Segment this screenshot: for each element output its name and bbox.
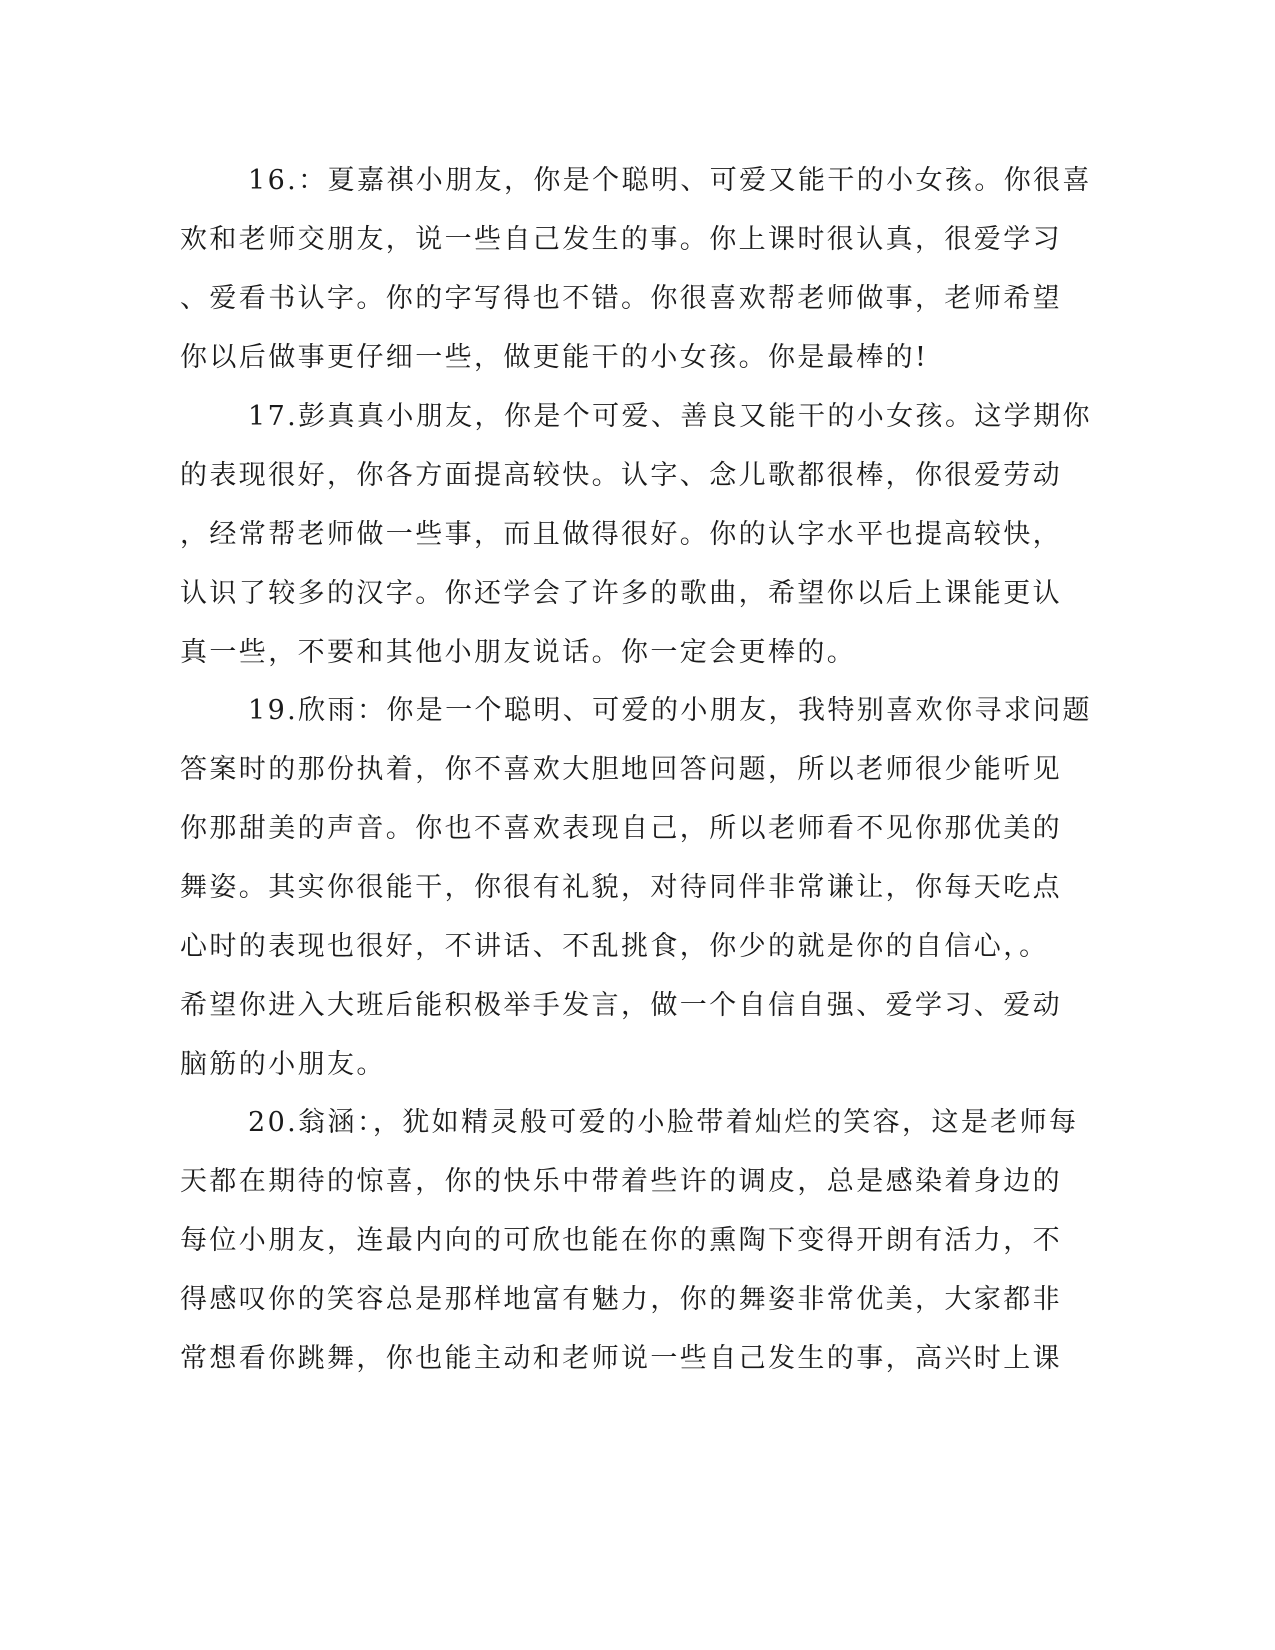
text-line: 19.欣雨：你是一个聪明、可爱的小朋友，我特别喜欢你寻求问题 xyxy=(248,695,1092,726)
text-line: 得感叹你的笑容总是那样地富有魅力，你的舞姿非常优美，大家都非 xyxy=(180,1284,1062,1315)
text-line: ，经常帮老师做一些事，而且做得很好。你的认字水平也提高较快， xyxy=(180,519,1062,550)
text-line: 脑筋的小朋友。 xyxy=(180,1049,386,1080)
text-line: 认识了较多的汉字。你还学会了许多的歌曲，希望你以后上课能更认 xyxy=(180,578,1062,609)
text-line: 20.翁涵：，犹如精灵般可爱的小脸带着灿烂的笑容，这是老师每 xyxy=(248,1107,1079,1138)
text-line: 答案时的那份执着，你不喜欢大胆地回答问题，所以老师很少能听见 xyxy=(180,754,1062,785)
text-line: 你以后做事更仔细一些，做更能干的小女孩。你是最棒的! xyxy=(180,342,929,373)
text-line: 真一些，不要和其他小朋友说话。你一定会更棒的。 xyxy=(180,637,857,668)
text-line: 、爱看书认字。你的字写得也不错。你很喜欢帮老师做事，老师希望 xyxy=(180,283,1062,314)
text-line: 心时的表现也很好，不讲话、不乱挑食，你少的就是你的自信心，。 xyxy=(180,931,1049,962)
text-line: 的表现很好，你各方面提高较快。认字、念儿歌都很棒，你很爱劳动 xyxy=(180,460,1062,491)
text-line: 常想看你跳舞，你也能主动和老师说一些自己发生的事，高兴时上课 xyxy=(180,1343,1062,1374)
text-line: 希望你进入大班后能积极举手发言，做一个自信自强、爱学习、爱动 xyxy=(180,990,1062,1021)
text-line: 你那甜美的声音。你也不喜欢表现自己，所以老师看不见你那优美的 xyxy=(180,813,1062,844)
text-line: 16.：夏嘉祺小朋友，你是个聪明、可爱又能干的小女孩。你很喜 xyxy=(248,165,1092,196)
text-line: 每位小朋友，连最内向的可欣也能在你的熏陶下变得开朗有活力，不 xyxy=(180,1225,1062,1256)
text-line: 舞姿。其实你很能干，你很有礼貌，对待同伴非常谦让，你每天吃点 xyxy=(180,872,1062,903)
text-line: 欢和老师交朋友，说一些自己发生的事。你上课时很认真，很爱学习 xyxy=(180,224,1062,255)
text-line: 天都在期待的惊喜，你的快乐中带着些许的调皮，总是感染着身边的 xyxy=(180,1166,1062,1197)
text-line: 17.彭真真小朋友，你是个可爱、善良又能干的小女孩。这学期你 xyxy=(248,401,1092,432)
